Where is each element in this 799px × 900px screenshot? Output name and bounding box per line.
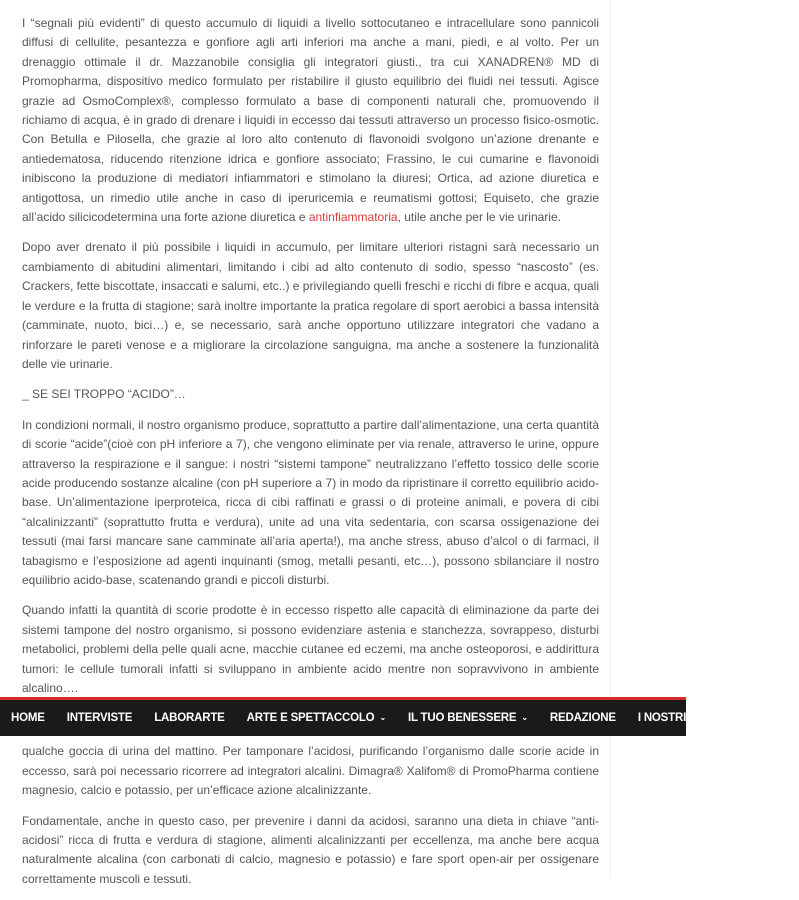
nav-label: REDAZIONE <box>549 712 616 724</box>
article-paragraph-6: Fondamentale, anche in questo caso, per prevenire i danni da acidosi, saranno una dieta in chiave “anti-acidosi” ricca di frutta e verdura di stagione, alimenti alcalinizzanti per eccellenza, ma anche bere acqua naturalmente alcalina (con carbonati di calcio, magnesio e potassio) e fare sport open-air per ossigenare correttamente muscoli e tessuti. <box>22 813 599 886</box>
article-paragraph-4: Quando infatti la quantità di scorie prodotte è in eccesso rispetto alle capacità di eliminazione da parte dei sistemi tampone del nostro organismo, si possono evidenziare astenia e stanchezza, sovrappeso, disturbi metabolici, problemi della pelle quali acne, macchie cutanee ed eczemi, ma anche osteoporosi, e addirittura tumori: le cellule tumorali infatti si sviluppano in ambiente acido mentre non sopravvivono in ambiente alcalino…. <box>22 603 599 695</box>
nav-item-arte-e-spettaccolo[interactable] <box>236 700 397 736</box>
nav-label: HOME <box>11 712 45 724</box>
article-paragraph-2: Dopo aver drenato il più possibile i liquidi in accumulo, per limitare ulteriori ristagni sarà necessario un cambiamento di abitudini alimentari, limitando i cibi ad alto contenuto di sodio, spesso “nascosto” (es. Crackers, fette biscottate, insaccati e salumi, etc..) e privilegiando quelli freschi e ricchi di fibre e acqua, quali le verdure e la frutta di stagione; sarà inoltre importante la pratica regolare di sport aerobici a bassa intensità (camminate, nuoto, bici…) e, se necessario, sarà anche opportuno utilizzare integratori che vadano a rinforzare le pareti venose e a migliorare la circolazione sanguigna, ma anche a sostenere la funzionalità delle vie urinarie. <box>22 240 599 371</box>
nav-item-il-tuo-benessere[interactable] <box>397 700 539 736</box>
nav-label: I NOSTRI PRODOTTI <box>637 712 747 724</box>
nav-label: ARTE E SPETTACCOLO <box>246 712 375 724</box>
nav-label: LABORARTE <box>154 712 225 724</box>
nav-item-redazione[interactable] <box>539 700 627 736</box>
paragraph-text: , utile anche per le vie urinarie. <box>397 210 561 225</box>
nav-item-i-nostri-prodotti[interactable] <box>627 700 770 736</box>
article-paragraph-3: In condizioni normali, il nostro organismo produce, soprattutto a partire dall’alimentazione, una certa quantità di scorie “acide”(cioè con pH inferiore a 7), che vengono eliminate per via renale, attraverso le urine, oppure attraverso la respirazione e il sangue: i nostri “sistemi tampone” neutralizzano l’effetto tossico delle scorie acide producendo sostanze alcaline (con pH superiore a 7) in modo da ripristinare il corretto equilibrio acido-base. Un’alimentazione iperproteica, ricca di cibi raffinati e grassi o di proteine animali, e povera di cibi “alcalinizzanti” (soprattutto frutta e verdura), unite ad una vita sedentaria, con scarsa ossigenazione dei tessuti (mai farsi mancare sane camminate all’aria aperta!), ma anche stress, abuso d’alcol o di farmaci, il tabagismo e l’esposizione ad agenti inquinanti (smog, metalli pesanti, etc…), possono sbilanciare il nostro equilibrio acido-base, scatenando grandi e piccoli disturbi. <box>22 417 599 587</box>
nav-item-home[interactable] <box>0 700 56 736</box>
section-heading-acido: _ SE SEI TROPPO “ACIDO”… <box>22 387 186 402</box>
chevron-down-icon: ⌄ <box>379 713 386 722</box>
nav-item-laborarte[interactable] <box>143 700 235 736</box>
chevron-down-icon: ⌄ <box>751 713 759 722</box>
nav-label: IL TUO BENESSERE <box>407 712 517 724</box>
paragraph-text: I “segnali più evidenti” di questo accumulo di liquidi a livello sottocutaneo e intracellulare sono pannicoli diffusi di cellulite, pesantezza e gonfiore agli arti inferiori ma anche a mani, piedi, e al volto. Per un drenaggio ottimale il dr. Mazzanobile consiglia gli integratori giusti., tra cui XANADREN® MD di Promopharma, dispositivo medico formulato per ristabilire il giusto equilibrio dei fluidi nei tessuti. Agisce grazie ad OsmoComplex®, complesso formulato a base di componenti naturali che, promuovendo il richiamo di acqua, è in grado di drenare i liquidi in eccesso dai tessuti attraverso un processo fisico-osmotic. Con Betulla e Pilosella, che grazie al loro alto contenuto di flavonoidi svolgono un’azione drenante e antiedematosa, riducendo ritenzione idrica e gonfiore associato; Frassino, le cui cumarine e flavonoidi inibiscono la produzione di mediatori infiammatori e stimolano la diuresi; Ortica, ad azione diuretica e antigottosa, un rimedio utile anche in caso di iperuricemia e reumatismi gottosi; Equiseto, che grazie all’acido silicicodetermina una forte azione diuretica e <box>22 16 599 225</box>
nav-label: P <box>780 712 788 724</box>
article-paragraph-1 <box>22 14 599 227</box>
nav-item-interviste[interactable] <box>56 700 144 736</box>
link-antinfiammatoria[interactable]: antinfiammatoria <box>308 210 398 225</box>
nav-item-truncated[interactable] <box>769 700 798 736</box>
nav-label: INTERVISTE <box>66 712 133 724</box>
article-paragraph-5: qualche goccia di urina del mattino. Per tamponare l’acidosi, purificando l’organismo dalle scorie acide in eccesso, sarà poi necessario ricorrere ad integratori alcalini. Dimagra® Xalifom® di PromoPharma contiene magnesio, calcio e potassio, per un’efficace azione alcalinizzante. <box>22 744 599 798</box>
article-body <box>22 14 599 900</box>
chevron-down-icon: ⌄ <box>521 713 528 722</box>
main-navbar <box>0 697 788 736</box>
